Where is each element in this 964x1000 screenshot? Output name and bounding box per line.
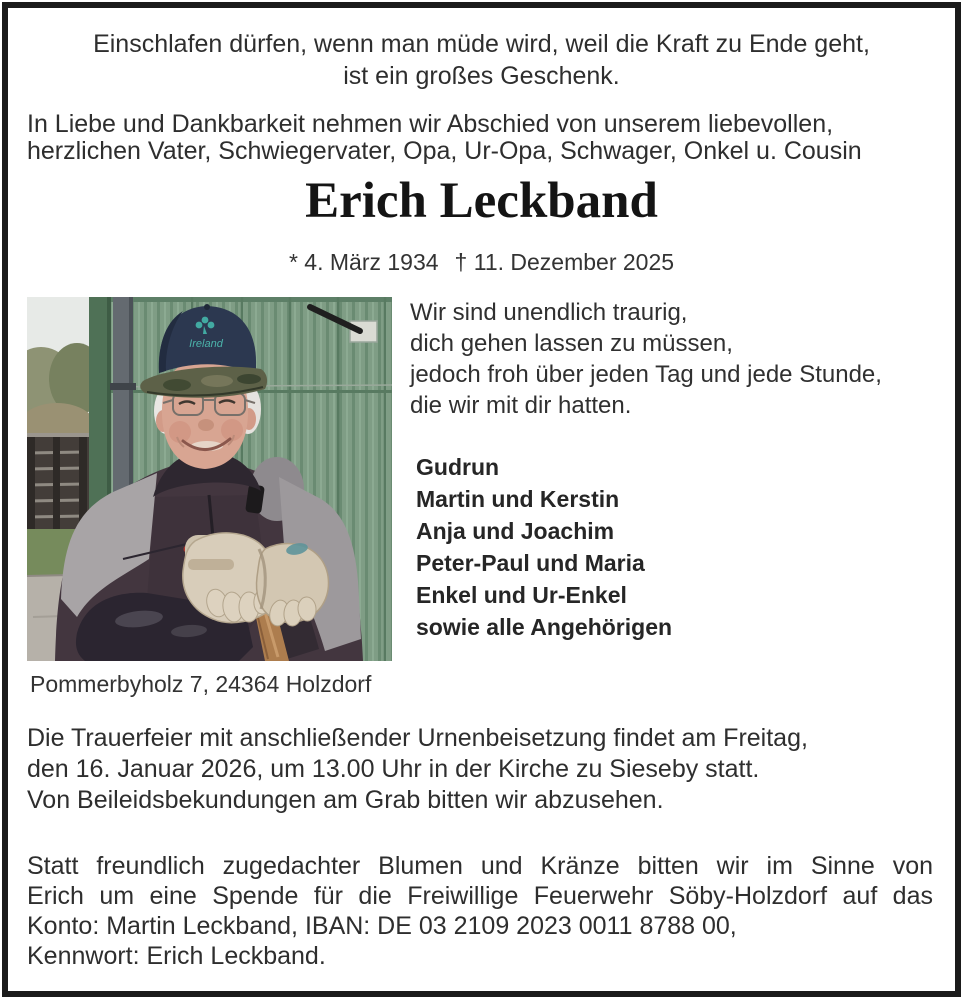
- nose: [198, 419, 214, 431]
- mourner-line: Anja und Joachim: [416, 518, 615, 544]
- gloves: [183, 533, 329, 628]
- farewell-intro: [27, 111, 862, 165]
- cheek-right: [221, 419, 243, 441]
- deceased-name: Erich Leckband: [305, 173, 658, 229]
- mourner-line: sowie alle Angehörigen: [416, 614, 673, 640]
- mourners-list: [416, 451, 672, 643]
- mourner-line: Enkel und Ur-Enkel: [416, 582, 627, 608]
- life-dates: [8, 249, 955, 276]
- notice-frame: [2, 2, 961, 997]
- intro-line: herzlichen Vater, Schwiegervater, Opa, Ur-Opa, Schwager, Onkel u. Cousin: [27, 137, 862, 165]
- donation-line: Statt freundlich zugedachter Blumen und Kränze bitten wir im Sinne von: [27, 852, 933, 880]
- intro-line: In Liebe und Dankbarkeit nehmen wir Abschied von unserem liebevollen,: [27, 110, 834, 138]
- donation-request: [27, 851, 933, 971]
- tribute-line: Wir sind unendlich traurig,: [410, 299, 688, 326]
- tribute-line: dich gehen lassen zu müssen,: [410, 330, 733, 357]
- cap-text: Ireland: [189, 338, 223, 350]
- cheek-left: [169, 421, 191, 443]
- tribute-text: [410, 297, 882, 421]
- funeral-line: Die Trauerfeier mit anschließender Urnenbeisetzung findet am Freitag,: [27, 724, 808, 752]
- opening-verse: [8, 28, 955, 92]
- memorial-photo-graphic: [27, 297, 392, 661]
- tribute-line: die wir mit dir hatten.: [410, 392, 632, 419]
- mourner-line: Martin und Kerstin: [416, 486, 620, 512]
- funeral-line: den 16. Januar 2026, um 13.00 Uhr in der Kirche zu Sieseby statt.: [27, 755, 760, 783]
- address-line: Pommerbyholz 7, 24364 Holzdorf: [30, 671, 372, 697]
- donation-line: Konto: Martin Leckband, IBAN: DE 03 2109 2023 0011 8788 00,: [27, 912, 737, 940]
- funeral-details: [27, 723, 808, 816]
- funeral-line: Von Beileidsbekundungen am Grab bitten wir abzusehen.: [27, 786, 664, 814]
- tribute-line: jedoch froh über jeden Tag und jede Stunde,: [410, 361, 882, 388]
- verse-line: Einschlafen dürfen, wenn man müde wird, weil die Kraft zu Ende geht,: [93, 30, 870, 58]
- birth-date: * 4. März 1934: [288, 249, 439, 275]
- mourner-line: Peter-Paul und Maria: [416, 550, 645, 576]
- death-date: † 11. Dezember 2025: [454, 249, 675, 275]
- mourner-line: Gudrun: [416, 454, 500, 480]
- donation-line: Kennwort: Erich Leckband.: [27, 942, 326, 970]
- donation-line: Erich um eine Spende für die Freiwillige Feuerwehr Söby-Holzdorf auf das: [27, 882, 933, 910]
- verse-line: ist ein großes Geschenk.: [343, 62, 620, 90]
- memorial-photo: [27, 297, 392, 661]
